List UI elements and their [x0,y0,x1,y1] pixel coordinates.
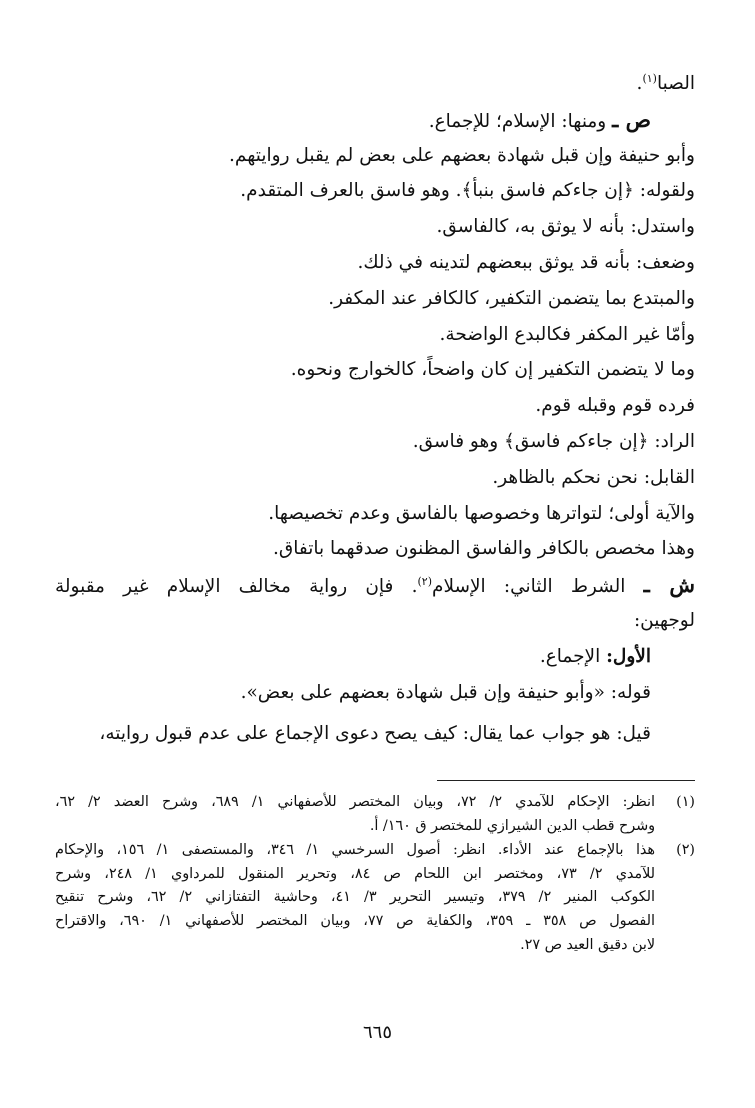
footnote-2 [55,839,695,958]
line-text: وضعف: بأنه قد يوثق ببعضهم لتدينه في ذلك. [357,251,695,273]
text-line [55,603,695,639]
page-body [55,66,695,958]
text-line [55,245,695,281]
text-line [55,388,695,424]
section-marker-sad: ص ـ [612,106,651,132]
text-line [55,209,695,245]
line-text: وأمّا غير المكفر فكالبدع الواضحة. [439,323,695,345]
point-heading: الأول: [606,645,651,667]
footnote-number: (١) [676,794,695,811]
line-text: الراد: ﴿إن جاءكم فاسق﴾ وهو فاسق. [412,430,695,452]
text-line [55,496,695,532]
text-line [55,352,695,388]
footnote-ref[interactable]: (١) [642,71,657,85]
text-line [55,138,695,174]
footnote-ref[interactable]: (٢) [417,575,432,588]
line-text: قوله: «وأبو حنيفة وإن قبل شهادة بعضهم على بعض». [240,681,651,703]
text-line [55,102,695,138]
line-text: قيل: هو جواب عما يقال: كيف يصح دعوى الإجماع على عدم قبول روايته، [99,723,651,745]
footnote-text [55,791,655,839]
line-text: الإجماع. [539,645,607,667]
line-text: الشرط الثاني: الإسلام [431,576,644,598]
line-text: واستدل: بأنه لا يوثق به، كالفاسق. [436,216,695,238]
line-text: وأبو حنيفة وإن قبل شهادة بعضهم على بعض لم يقبل روايتهم. [229,144,695,166]
line-text: والآية أولى؛ لتواترها وخصوصها بالفاسق وعدم تخصيصها. [268,502,695,524]
line-text: والمبتدع بما يتضمن التكفير، كالكافر عند المكفر. [328,287,695,309]
footnote-line: للآمدي ٢/ ٧٣، ومختصر ابن اللحام ص ٨٤، وتحرير المنقول للمرداوي ١/ ٢٤٨، وشرح [55,865,655,882]
text-line [55,424,695,460]
footnote-divider [437,780,695,781]
line-text: . فإن رواية مخالف الإسلام غير مقبولة [55,576,418,598]
text-line [55,317,695,353]
text-line [55,460,695,496]
footnote-text [55,839,655,958]
footnote-1 [55,791,695,839]
line-text: القابل: نحن نحكم بالظاهر. [492,466,695,488]
line-text: لوجهين: [633,609,695,631]
footnote-line: الكوكب المنير ٢/ ٣٧٩، وتيسير التحرير ٣/ ٤١، وحاشية التفتازاني ٢/ ٦٢، وشرح تنقيح [55,889,655,906]
line-text: ومنها: الإسلام؛ للإجماع. [428,110,613,132]
page-number: ٦٦٥ [362,1022,392,1043]
line-text: وما لا يتضمن التكفير إن كان واضحاً، كالخوارج ونحوه. [290,359,695,381]
text-line [55,567,695,603]
footnote-line: وشرح قطب الدين الشيرازي للمختصر ق ١٦٠/ أ. [369,817,655,834]
footnote-number: (٢) [676,841,695,858]
line-text: . [636,73,643,94]
line-text: ولقوله: ﴿إن جاءكم فاسق بنبأ﴾. وهو فاسق بالعرف المتقدم. [240,180,695,202]
text-line [55,639,695,675]
footnote-line: هذا بالإجماع عند الأداء. انظر: أصول السرخسي ١/ ٣٤٦، والمستصفى ١/ ١٥٦، والإحكام [55,841,655,858]
text-line [55,66,695,102]
text-line [55,531,695,567]
footnote-line: انظر: الإحكام للآمدي ٢/ ٧٢، وبيان المختصر للأصفهاني ١/ ٦٨٩، وشرح العضد ٢/ ٦٢، [55,794,655,811]
footnote-line: الفصول ص ٣٥٨ ـ ٣٥٩، والكفاية ص ٧٧، وبيان المختصر للأصفهاني ١/ ٦٩٠، والاقتراح [55,913,655,930]
line-text: الصبا [656,73,695,94]
line-text: فرده قوم وقبله قوم. [535,395,695,417]
footnote-line: لابن دقيق العيد ص ٢٧. [520,936,655,953]
line-text: وهذا مخصص بالكافر والفاسق المظنون صدقهما باتفاق. [272,538,695,560]
text-line [55,173,695,209]
text-line [55,281,695,317]
text-line [55,716,695,752]
text-line [55,675,695,711]
section-marker-shin: ش ـ [643,572,695,598]
